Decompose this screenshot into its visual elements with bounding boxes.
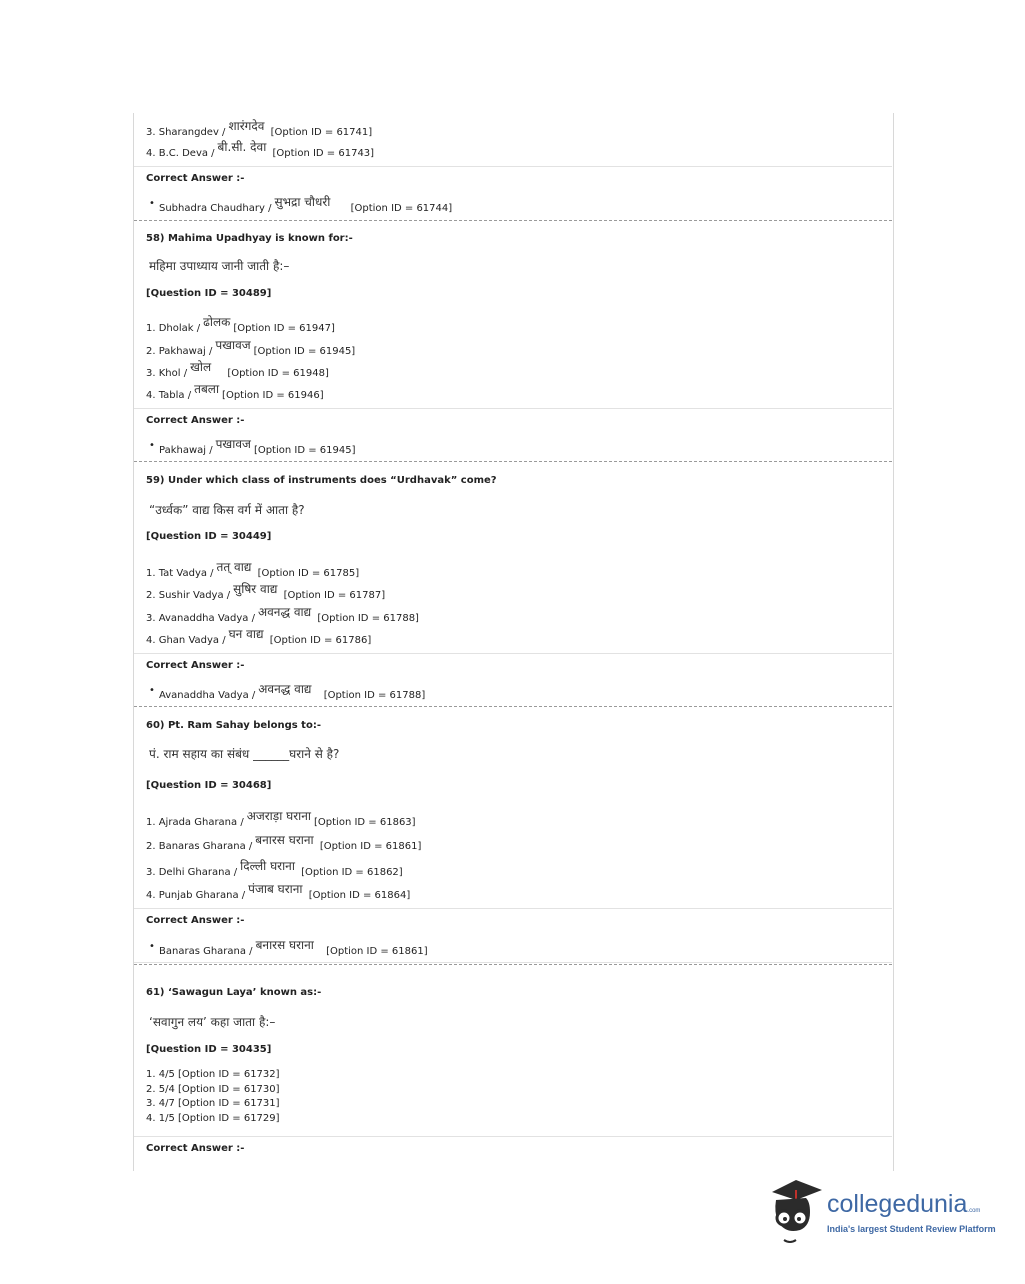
q61-option-1: 1. 4/5 [Option ID = 61732] (146, 1069, 280, 1080)
option-text: 2. Pakhawaj / (146, 346, 213, 357)
option-id: [Option ID = 61946] (222, 390, 324, 401)
option-id: [Option ID = 61788] (317, 613, 419, 624)
option-text: 4. Tabla / (146, 390, 192, 401)
q60-option-2 (146, 833, 422, 853)
option-id: [Option ID = 61741] (270, 127, 373, 138)
option-id: [Option ID = 61786] (269, 635, 372, 646)
option-hindi: सुषिर वाद्य (233, 582, 278, 596)
brand-tagline: India's largest Student Review Platform (827, 1224, 996, 1234)
q60-question-id: [Question ID = 30468] (146, 780, 272, 791)
question-separator (134, 964, 892, 965)
option-hindi: शारंगदेव (228, 119, 265, 133)
option-hindi: अवनद्ध वाद्य (257, 605, 312, 619)
option-hindi: ढोलक (203, 315, 231, 329)
question-separator (134, 706, 892, 707)
q60-answer (159, 938, 428, 958)
option-id: [Option ID = 61948] (227, 368, 329, 379)
option-id: [Option ID = 61787] (283, 590, 386, 601)
answer-hindi: बनारस घराना (255, 938, 314, 952)
answer-text: Avanaddha Vadya / (159, 690, 256, 701)
option-text: 4. Ghan Vadya / (146, 635, 226, 646)
q60-option-3 (146, 859, 403, 879)
option-id: [Option ID = 61947] (233, 323, 335, 334)
option-text: 1. Tat Vadya / (146, 568, 214, 579)
option-text: 3. Khol / (146, 368, 188, 379)
q59-correct-label: Correct Answer :- (146, 660, 245, 671)
option-hindi: घन वाद्य (228, 627, 264, 641)
option-hindi: बी.सी. देवा (217, 140, 267, 154)
q61-option-2: 2. 5/4 [Option ID = 61730] (146, 1084, 280, 1095)
answer-hindi: सुभद्रा चौधरी (274, 195, 331, 209)
answer-hindi: पखावज (215, 437, 251, 451)
q59-question-id: [Question ID = 30449] (146, 531, 272, 542)
option-text: 1. Dholak / (146, 323, 201, 334)
brand-suffix: .com (967, 1208, 981, 1214)
answer-text: Pakhawaj / (159, 445, 213, 456)
divider (134, 1136, 892, 1137)
answer-id: [Option ID = 61945] (253, 445, 356, 456)
option-text: 4. B.C. Deva / (146, 148, 215, 159)
divider (134, 653, 892, 654)
q58-option-2 (146, 338, 356, 358)
option-hindi: दिल्ली घराना (240, 859, 295, 873)
answer-text: Banaras Gharana / (159, 946, 253, 957)
q61-option-4: 4. 1/5 [Option ID = 61729] (146, 1113, 280, 1124)
mascot-icon (766, 1178, 826, 1246)
q59-answer (159, 682, 426, 702)
bullet: • (149, 685, 155, 696)
q58-option-4 (146, 382, 324, 402)
q57-option-4 (146, 140, 375, 160)
q59-title: 59) Under which class of instruments does “Urdhavak” come? (146, 475, 497, 486)
q58-title: 58) Mahima Upadhyay is known for:- (146, 233, 353, 244)
option-hindi: पंजाब घराना (248, 882, 303, 896)
option-id: [Option ID = 61785] (257, 568, 360, 579)
q59-hindi: “उर्ध्वक” वाद्य किस वर्ग में आता है? (149, 503, 305, 517)
divider (134, 962, 892, 963)
brand-name (827, 1190, 980, 1219)
bullet: • (149, 440, 155, 451)
q57-option-3 (146, 119, 373, 139)
option-text: 2. Sushir Vadya / (146, 590, 231, 601)
option-hindi: अजराड़ा घराना (246, 809, 312, 823)
answer-text: Subhadra Chaudhary / (159, 203, 272, 214)
brand-wordmark: collegedunia (827, 1190, 968, 1218)
q60-title: 60) Pt. Ram Sahay belongs to:- (146, 720, 321, 731)
question-separator (134, 461, 892, 462)
option-hindi: बनारस घराना (255, 833, 314, 847)
option-id: [Option ID = 61862] (301, 867, 403, 878)
bullet: • (149, 198, 155, 209)
q60-option-1 (146, 809, 416, 829)
option-text: 3. Sharangdev / (146, 127, 226, 138)
option-id: [Option ID = 61945] (253, 346, 356, 357)
q58-option-1 (146, 315, 335, 335)
q58-correct-label: Correct Answer :- (146, 415, 245, 426)
option-text: 4. Punjab Gharana / (146, 890, 246, 901)
divider (134, 908, 892, 909)
q58-answer (159, 437, 356, 457)
answer-id: [Option ID = 61744] (350, 203, 453, 214)
option-hindi: खोल (190, 360, 212, 374)
option-hindi: तत् वाद्य (216, 560, 252, 574)
q58-option-3 (146, 360, 329, 380)
answer-id: [Option ID = 61861] (326, 946, 428, 957)
bullet: • (149, 941, 155, 952)
q58-question-id: [Question ID = 30489] (146, 288, 272, 299)
option-hindi: तबला (194, 382, 220, 396)
q61-option-3: 3. 4/7 [Option ID = 61731] (146, 1098, 280, 1109)
q57-answer (159, 195, 453, 215)
q58-hindi: महिमा उपाध्याय जानी जाती है:– (149, 259, 290, 273)
q61-correct-label: Correct Answer :- (146, 1143, 245, 1154)
q59-option-2 (146, 582, 386, 602)
option-id: [Option ID = 61863] (314, 817, 416, 828)
q61-title: 61) ‘Sawagun Laya’ known as:- (146, 987, 322, 998)
q61-question-id: [Question ID = 30435] (146, 1044, 272, 1055)
option-id: [Option ID = 61861] (319, 841, 422, 852)
q61-hindi: ‘सवागुन लय’ कहा जाता है:– (149, 1015, 276, 1029)
q59-option-4 (146, 627, 372, 647)
q60-correct-label: Correct Answer :- (146, 915, 245, 926)
option-id: [Option ID = 61864] (308, 890, 411, 901)
option-text: 2. Banaras Gharana / (146, 841, 253, 852)
q59-option-1 (146, 560, 360, 580)
collegedunia-logo (766, 1178, 996, 1248)
option-text: 3. Avanaddha Vadya / (146, 613, 255, 624)
q57-correct-label: Correct Answer :- (146, 173, 245, 184)
option-text: 3. Delhi Gharana / (146, 867, 238, 878)
answer-hindi: अवनद्ध वाद्य (258, 682, 312, 696)
answer-id: [Option ID = 61788] (323, 690, 426, 701)
q59-option-3 (146, 605, 419, 625)
divider (134, 166, 892, 167)
q60-hindi: पं. राम सहाय का संबंध ______घराने से है? (149, 747, 340, 761)
option-id: [Option ID = 61743] (272, 148, 375, 159)
question-separator (134, 220, 892, 221)
divider (134, 408, 892, 409)
option-hindi: पखावज (215, 338, 251, 352)
option-text: 1. Ajrada Gharana / (146, 817, 244, 828)
q60-option-4 (146, 882, 411, 902)
